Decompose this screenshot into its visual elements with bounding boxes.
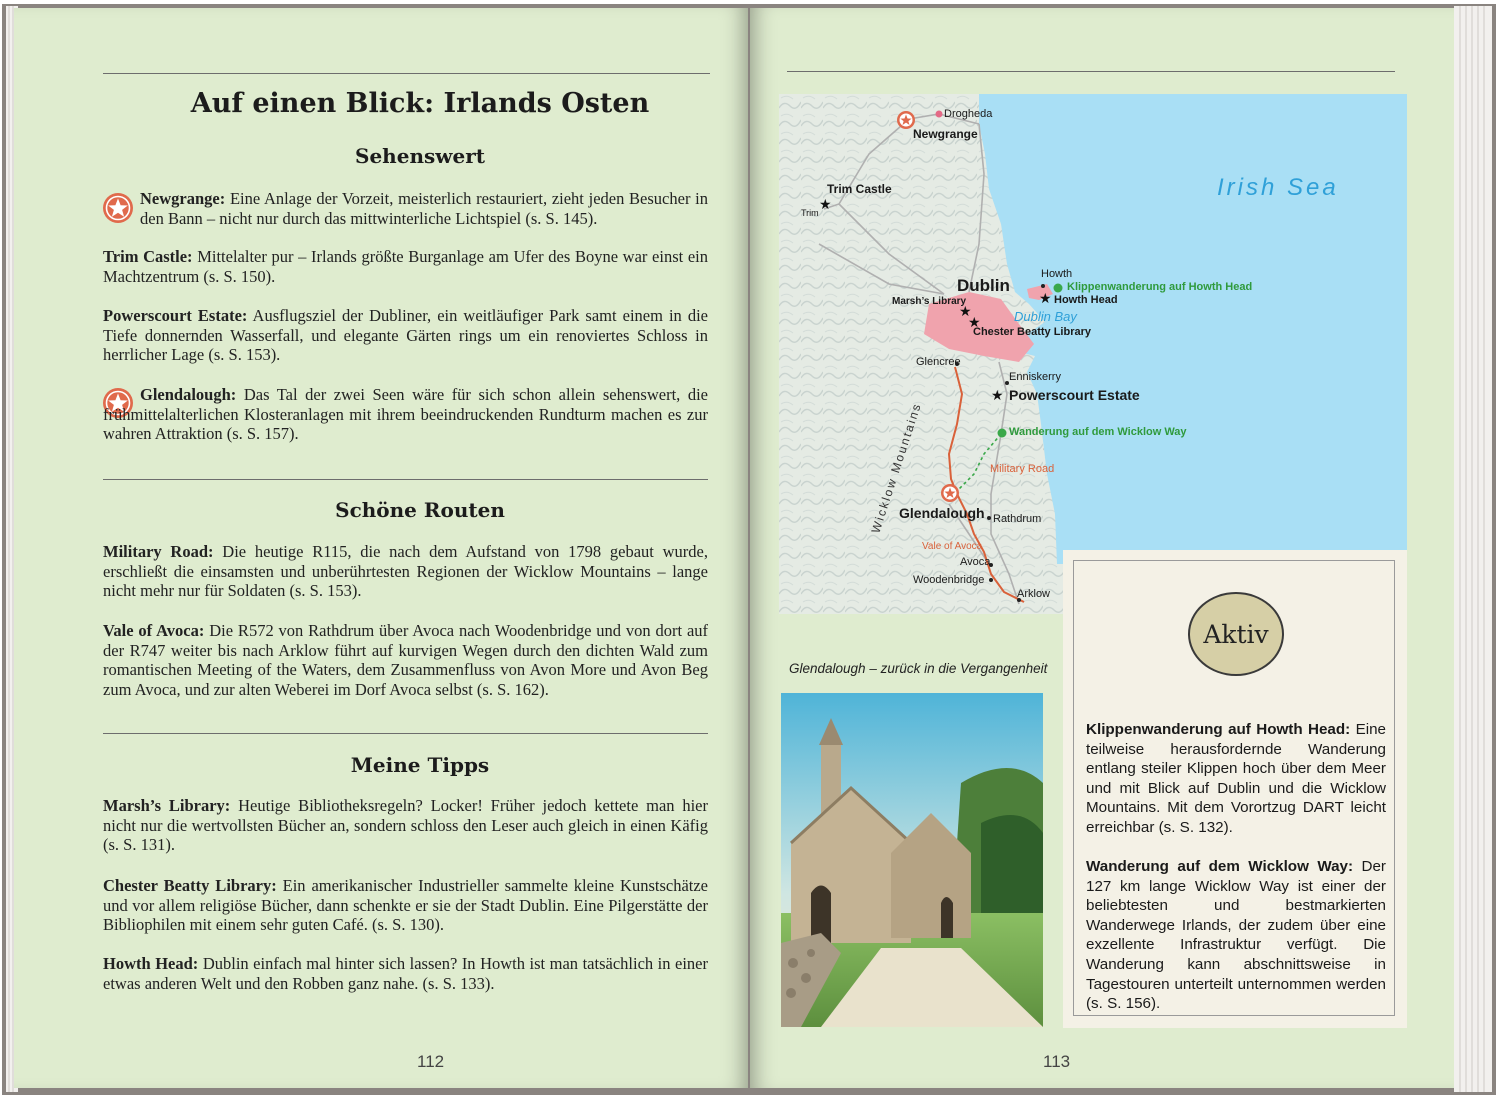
map-graphic [779,94,1407,614]
vale-of-avoca-label: Vale of Avoca [922,541,983,552]
top-rule-right [787,71,1395,72]
klippen-label: Klippenwanderung auf Howth Head [1067,281,1253,293]
bay-label: Dublin Bay [1014,309,1077,324]
howth-star-icon: ★ [1039,291,1052,307]
hike-dot-icon [998,429,1007,438]
section-rule [103,733,708,734]
military-road-label: Military Road [990,463,1055,475]
rathdrum-label: Rathdrum [993,513,1042,525]
powerscourt-label: Powerscourt Estate [1009,387,1140,403]
drogheda-label: Drogheda [944,108,993,120]
top-rule-left [103,73,710,74]
entry-glendalough: Glendalough: Das Tal der zwei Seen wäre für sich schon allein sehenswert, die frühmittelalterlichen Klosteranlagen mit ihrem beeindruckenden Rundturm machen es zur wahren Attraktion (s. S. 157). [103,385,708,444]
sea-label: Irish Sea [1217,174,1339,201]
entry-newgrange: Newgrange: Eine Anlage der Vorzeit, meisterlich restauriert, zieht jeden Besucher in den Bann – nicht nur durch das mittwinterliche Lichtspiel (s. S. 145). [140,189,709,228]
avoca-label: Avoca [960,556,991,568]
glendalough-label: Glendalough [899,505,985,521]
aktiv-badge: Aktiv [1188,592,1284,676]
highlight-star-icon [102,192,134,224]
woodenbridge-label: Woodenbridge [913,574,985,586]
glendalough-badge-icon [941,484,959,502]
trim-castle-star-icon: ★ [819,197,832,213]
wicklow-way-label: Wanderung auf dem Wicklow Way [1009,426,1187,438]
chester-label: Chester Beatty Library [973,326,1091,338]
entry-marshs-library: Marsh’s Library: Heutige Bibliotheksregeln? Locker! Früher jedoch kettete man hier nicht nur die wertvollsten Bücher an, sondern schloss den Leser auch gleich in einen Käfig (s. S. 131). [103,796,708,855]
glendalough-photo [781,693,1043,1027]
powerscourt-star-icon: ★ [991,388,1004,404]
entry-trim-castle: Trim Castle: Mittelalter pur – Irlands größte Burganlage am Ufer des Boyne war einst ein Machtzentrum (s. S. 150). [103,247,708,286]
photo-caption: Glendalough – zurück in die Vergangenheit [789,661,1048,676]
glencree-label: Glencree [916,356,961,368]
hike-dot-icon [1054,284,1063,293]
newgrange-label: Newgrange [913,127,978,141]
entry-vale-of-avoca: Vale of Avoca: Die R572 von Rathdrum über Avoca nach Woodenbridge und von dort auf der R747 weiter bis nach Arklow führt auf kurvigen Wegen durch den dichten Wald zum romantischen Meeting of the Waters, dem Zusammenfluss von Avon More und Avon Beg zum Avoca, und zur alten Weberei im Dorf Avoca selbst (s. S. 162). [103,621,709,699]
enniskerry-label: Enniskerry [1009,371,1061,383]
page-number-right: 113 [1043,1052,1071,1071]
dublin-label: Dublin [957,276,1010,295]
entry-chester-beatty: Chester Beatty Library: Ein amerikanischer Industrieller sammelte kleine Kunstschätze und vor allem religiöse Bücher, dann schenkte er sie der Stadt Dublin. Eine Pilgerstätte der Bibliophilen mit einem sehr guten Café. (s. S. 130). [103,876,708,935]
aktiv-item-howth: Klippenwanderung auf Howth Head: Eine teilweise herausfordernde Wanderung entlang steiler Klippen hoch über dem Meer und mit Blick auf Dublin und die Wicklow Mountains. Mit dem Vorortzug DART leicht erreichbar (s. S. 132). [1086,721,1386,836]
howth-head-label: Howth Head [1054,294,1118,306]
aktiv-item-wicklow-way: Wanderung auf dem Wicklow Way: Der 127 km lange Wicklow Way ist einer der beliebtesten und bestmarkierten Wanderwege Irlands, der zudem über eine exzellente Infrastruktur verfügt. Die Wanderung kann abschnittsweise in Tagestouren unterteilt unternommen werden (s. S. 156). [1086,858,1386,1013]
section-heading-routen: Schöne Routen [335,498,505,522]
trim-label: Trim [801,208,819,218]
arklow-label: Arklow [1017,588,1051,600]
page-title: Auf einen Blick: Irlands Osten [190,88,650,119]
howth-label: Howth [1041,268,1073,280]
section-heading-tipps: Meine Tipps [350,753,490,777]
region-map [779,94,1407,614]
section-heading-sehenswert: Sehenswert [355,144,485,168]
entry-military-road: Military Road: Die heutige R115, die nach dem Aufstand von 1798 gebaut wurde, erschließt die einsamsten und unberührtesten Regionen der Wicklow Mountains – lange nicht mehr nur für Soldaten (s. S. 153). [103,542,709,601]
mountains-label: Wicklow Mountains [868,400,925,535]
page-number-left: 112 [417,1052,445,1071]
marsh-label: Marsh’s Library [892,296,967,307]
chester-star-icon: ★ [968,315,981,331]
drogheda-dot [936,111,943,118]
entry-powerscourt: Powerscourt Estate: Ausflugsziel der Dubliner, ein weitläufiger Park samt einem in die Tiefe donnernden Wasserfall, und elegante Gärten rings um ein renoviertes Schloss in herrlicher Lage (s. S. 153). [103,306,708,365]
entry-howth-head: Howth Head: Dublin einfach mal hinter sich lassen? In Howth ist man tatsächlich in einer etwas anderen Welt und den Robben ganz nahe. (s. S. 133). [103,954,709,993]
section-rule [103,479,708,480]
marsh-star-icon: ★ [959,304,972,320]
trim-castle-label: Trim Castle [827,182,892,196]
